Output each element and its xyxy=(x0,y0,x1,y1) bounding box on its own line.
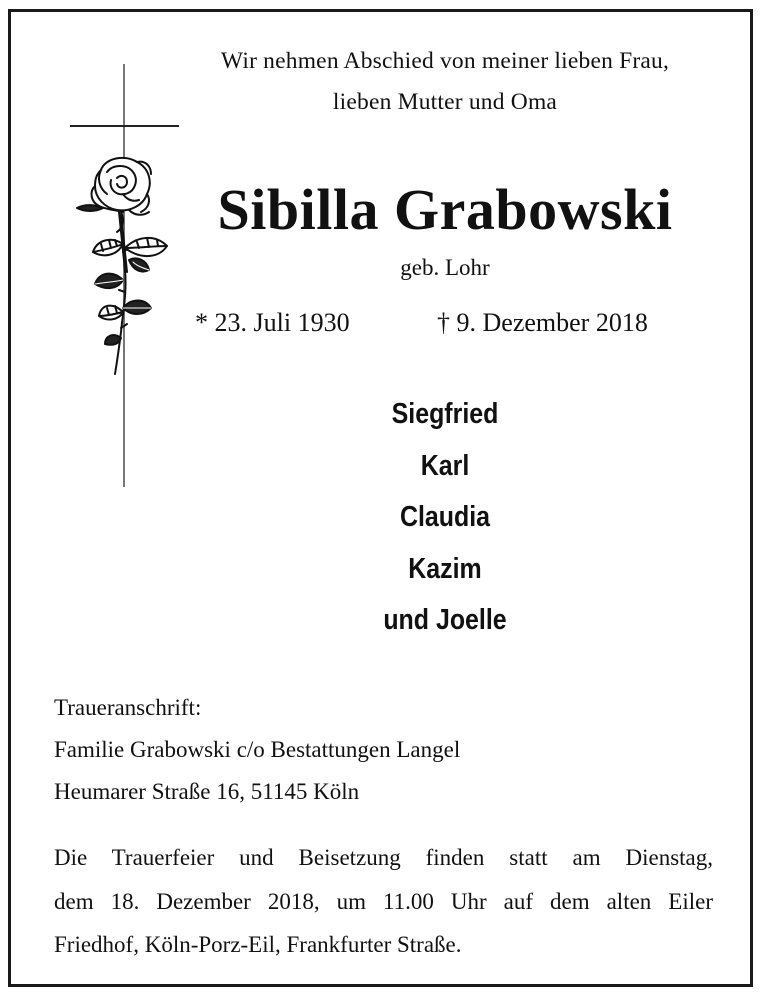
maiden-name: geb. Lohr xyxy=(400,255,490,280)
address-line-1: Familie Grabowski c/o Bestattungen Langel xyxy=(54,737,461,762)
mourner-name: Siegfried xyxy=(391,398,499,430)
mourner-name: Kazim xyxy=(408,552,482,585)
ceremony-info xyxy=(54,836,713,967)
mourner-name: Karl xyxy=(420,449,470,482)
ceremony-line-2: dem 18. Dezember 2018, um 11.00 Uhr auf dem alten Eiler xyxy=(54,888,713,914)
deceased-name: Sibilla Grabowski xyxy=(217,177,673,242)
death-date: † 9. Dezember 2018 xyxy=(437,308,648,337)
cross-bar xyxy=(70,125,179,127)
intro-line-2: lieben Mutter und Oma xyxy=(332,89,558,115)
ceremony-line-1: Die Trauerfeier und Beisetzung finden statt am Dienstag, xyxy=(54,845,713,870)
birth-date: * 23. Juli 1930 xyxy=(195,308,350,337)
address-label: Traueranschrift: xyxy=(54,695,202,720)
address-line-2: Heumarer Straße 16, 51145 Köln xyxy=(54,779,360,804)
mourner-name: und Joelle xyxy=(383,604,507,636)
mourners-list xyxy=(320,389,569,647)
mourning-address xyxy=(54,687,460,813)
intro-line-1: Wir nehmen Abschied von meiner lieben Frau, xyxy=(220,48,670,74)
mourner-name: Claudia xyxy=(399,501,491,533)
intro-text xyxy=(160,41,730,123)
ceremony-line-3: Friedhof, Köln-Porz-Eil, Frankfurter Straße. xyxy=(54,932,462,957)
